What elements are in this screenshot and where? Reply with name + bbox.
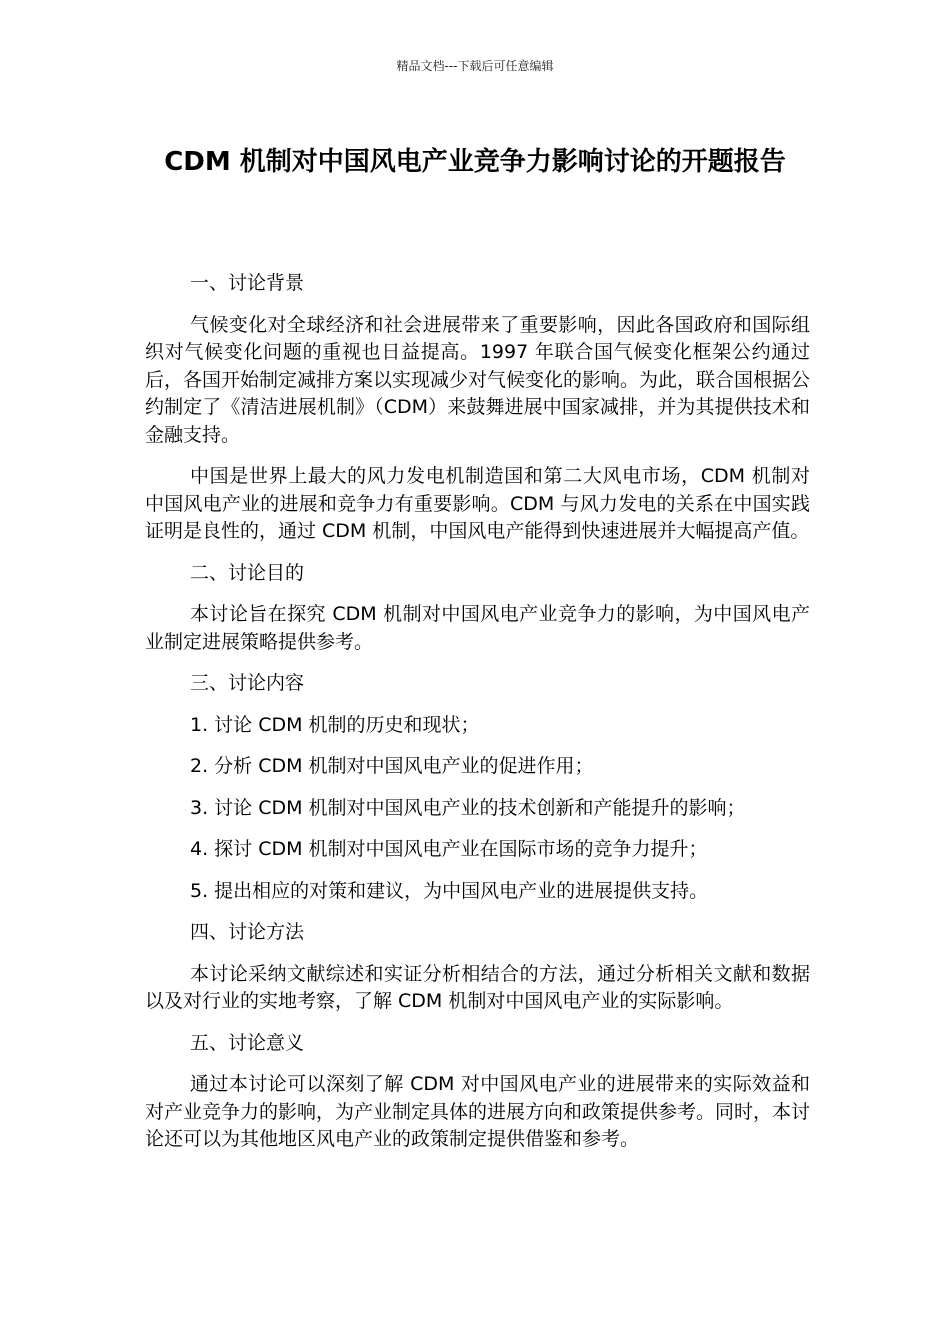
content-list-item: 2. 分析 CDM 机制对中国风电产业的促进作用； [190,755,594,777]
background-paragraph-1: 气候变化对全球经济和社会进展带来了重要影响，因此各国政府和国际组织对气候变化问题的重视也日益提高。1997 年联合国气候变化框架公约通过后，各国开始制定减排方案以实现减少对气候变化的影响。为此，联合国根据公约制定了《清洁进展机制》（CDM）来鼓舞进展中国家减排，并为其提供技术和金融支持。 [145,313,811,446]
significance-paragraph: 通过本讨论可以深刻了解 CDM 对中国风电产业的进展带来的实际效益和对产业竞争力的影响，为产业制定具体的进展方向和政策提供参考。同时，本讨论还可以为其他地区风电产业的政策制定提供借鉴和参考。 [145,1073,811,1150]
section-heading-content: 三、讨论内容 [190,672,305,694]
document-body [145,270,810,1168]
content-list-item: 4. 探讨 CDM 机制对中国风电产业在国际市场的竞争力提升； [190,838,708,860]
content-list-item: 1. 讨论 CDM 机制的历史和现状； [190,713,480,736]
header-note: 精品文档---下载后可任意编辑 [396,59,554,73]
method-paragraph: 本讨论采纳文献综述和实证分析相结合的方法，通过分析相关文献和数据以及对行业的实地考察，了解 CDM 机制对中国风电产业的实际影响。 [145,962,810,1012]
background-paragraph-2: 中国是世界上最大的风力发电机制造国和第二大风电市场，CDM 机制对中国风电产业的进展和竞争力有重要影响。CDM 与风力发电的关系在中国实践证明是良性的，通过 CDM 机制，中国风电产能得到快速进展并大幅提高产值。 [145,465,810,542]
section-heading-purpose: 二、讨论目的 [190,561,305,584]
section-heading-significance: 五、讨论意义 [190,1031,305,1054]
purpose-paragraph: 本讨论旨在探究 CDM 机制对中国风电产业竞争力的影响，为中国风电产业制定进展策略提供参考。 [145,603,810,653]
content-list-item: 5. 提出相应的对策和建议，为中国风电产业的进展提供支持。 [190,879,709,902]
section-heading-method: 四、讨论方法 [190,921,305,943]
section-heading-background: 一、讨论背景 [190,272,305,294]
document-title: CDM 机制对中国风电产业竞争力影响讨论的开题报告 [164,147,786,177]
content-list-item: 3. 讨论 CDM 机制对中国风电产业的技术创新和产能提升的影响； [190,796,746,819]
